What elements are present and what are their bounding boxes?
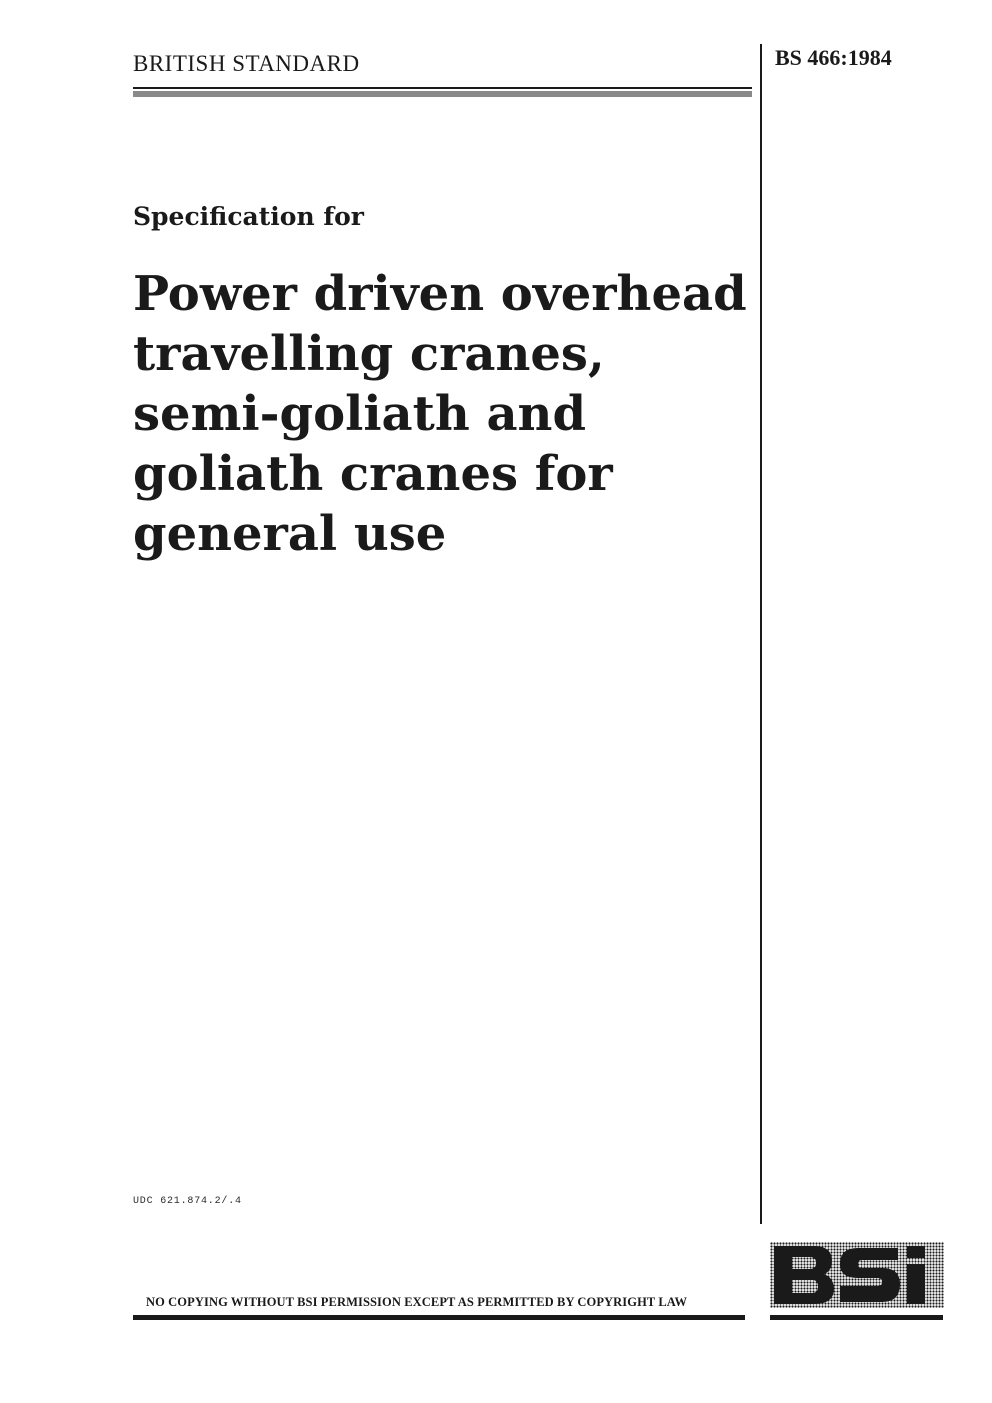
logo-rule: [770, 1315, 943, 1320]
title-line: travelling cranes,: [133, 326, 605, 382]
standard-number: BS 466:1984: [775, 45, 892, 70]
title-line: Power driven overhead: [133, 266, 747, 322]
subtitle: Specification for: [133, 202, 364, 231]
udc-code: UDC 621.874.2/.4: [133, 1196, 242, 1207]
title-line: general use: [133, 506, 447, 562]
header-rule: [133, 87, 752, 89]
vertical-divider: [760, 44, 762, 1224]
footer-rule: [133, 1315, 745, 1320]
title-line: semi-goliath and: [133, 386, 586, 442]
title-line: goliath cranes for: [133, 446, 613, 502]
main-title: [133, 264, 753, 564]
bsi-logo-icon: [770, 1242, 944, 1308]
document-type-label: BRITISH STANDARD: [133, 51, 360, 76]
copyright-notice: NO COPYING WITHOUT BSI PERMISSION EXCEPT AS PERMITTED BY COPYRIGHT LAW: [146, 1295, 688, 1309]
header-rule-grey: [133, 91, 752, 97]
